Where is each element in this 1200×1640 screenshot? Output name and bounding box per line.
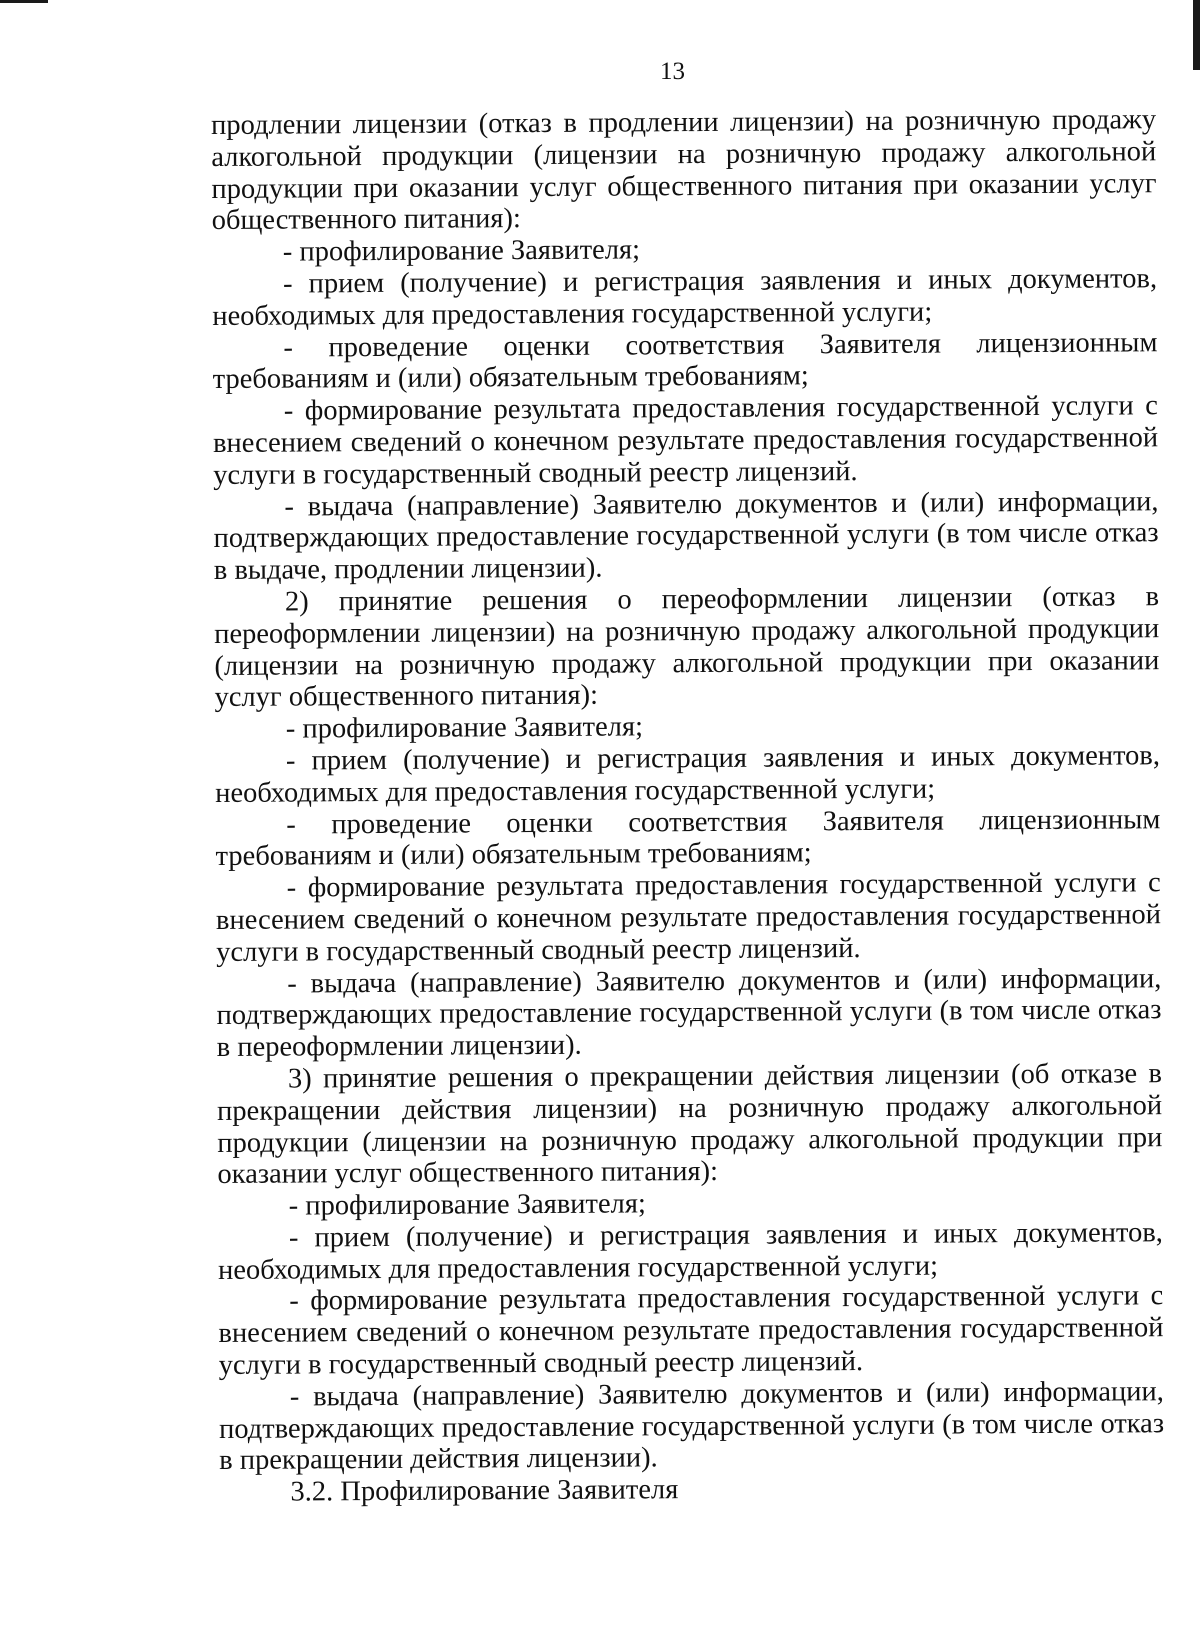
paragraph: 3) принятие решения о прекращении действия лицензии (об отказе в прекращении действия лицензии) на розничную продажу алкогольной продукции (лицензии на розничную продажу алкогольной продукции при оказании услуг общественного питания): <box>217 1058 1163 1191</box>
paragraph: 2) принятие решения о переоформлении лицензии (отказ в переоформлении лицензии) на розничную продажу алкогольной продукции (лицензии на розничную продажу алкогольной продукции при оказании услуг общественного питания): <box>214 581 1160 714</box>
paragraph: - прием (получение) и регистрация заявления и иных документов, необходимых для предоставления государственной услуги; <box>217 1217 1163 1286</box>
paragraph: - профилирование Заявителя; <box>282 234 641 268</box>
paragraph: - выдача (направление) Заявителю документов и (или) информации, подтверждающих предоставление государственной услуги (в том числе отказ в прекращении действия лицензии). <box>218 1376 1165 1477</box>
section-heading: 3.2. Профилирование Заявителя <box>290 1474 679 1508</box>
paragraph: - прием (получение) и регистрация заявления и иных документов, необходимых для предоставления государственной услуги; <box>215 740 1161 809</box>
paragraph: - выдача (направление) Заявителю документов и (или) информации, подтверждающих предоставление государственной услуги (в том числе отказ в переоформлении лицензии). <box>216 962 1162 1064</box>
paragraph: - профилирование Заявителя; <box>288 1188 646 1222</box>
document-body <box>211 104 1165 1509</box>
paragraph: - проведение оценки соответствия Заявителя лицензионным требованиям и (или) обязательным требованиям; <box>212 326 1158 396</box>
paragraph: - формирование результата предоставления государственной услуги с внесением сведений о конечном результате предоставления государственной услуги в государственный сводный реестр лицензий. <box>218 1280 1164 1382</box>
page-number: 13 <box>660 58 685 85</box>
paragraph: - формирование результата предоставления государственной услуги с внесением сведений о конечном результате предоставления государственной услуги в государственный сводный реестр лицензий. <box>215 867 1162 968</box>
paragraph: - проведение оценки соответствия Заявителя лицензионным требованиям и (или) обязательным требованиям; <box>215 803 1161 873</box>
paragraph: - формирование результата предоставления государственной услуги с внесением сведений о конечном результате предоставления государственной услуги в государственный сводный реестр лицензий. <box>212 390 1159 491</box>
paragraph: - прием (получение) и регистрация заявления и иных документов, необходимых для предоставления государственной услуги; <box>212 263 1158 332</box>
paragraph: - профилирование Заявителя; <box>285 711 644 745</box>
paragraph: - выдача (направление) Заявителю документов и (или) информации, подтверждающих предоставление государственной услуги (в том числе отказ в выдаче, продлении лицензии). <box>213 485 1159 587</box>
scan-edge-mark <box>0 0 48 3</box>
paragraph: продлении лицензии (отказ в продлении лицензии) на розничную продажу алкогольной продукции (лицензии на розничную продажу алкогольной продукции при оказании услуг общественного питания при оказании услуг общественного питания): <box>211 104 1157 237</box>
